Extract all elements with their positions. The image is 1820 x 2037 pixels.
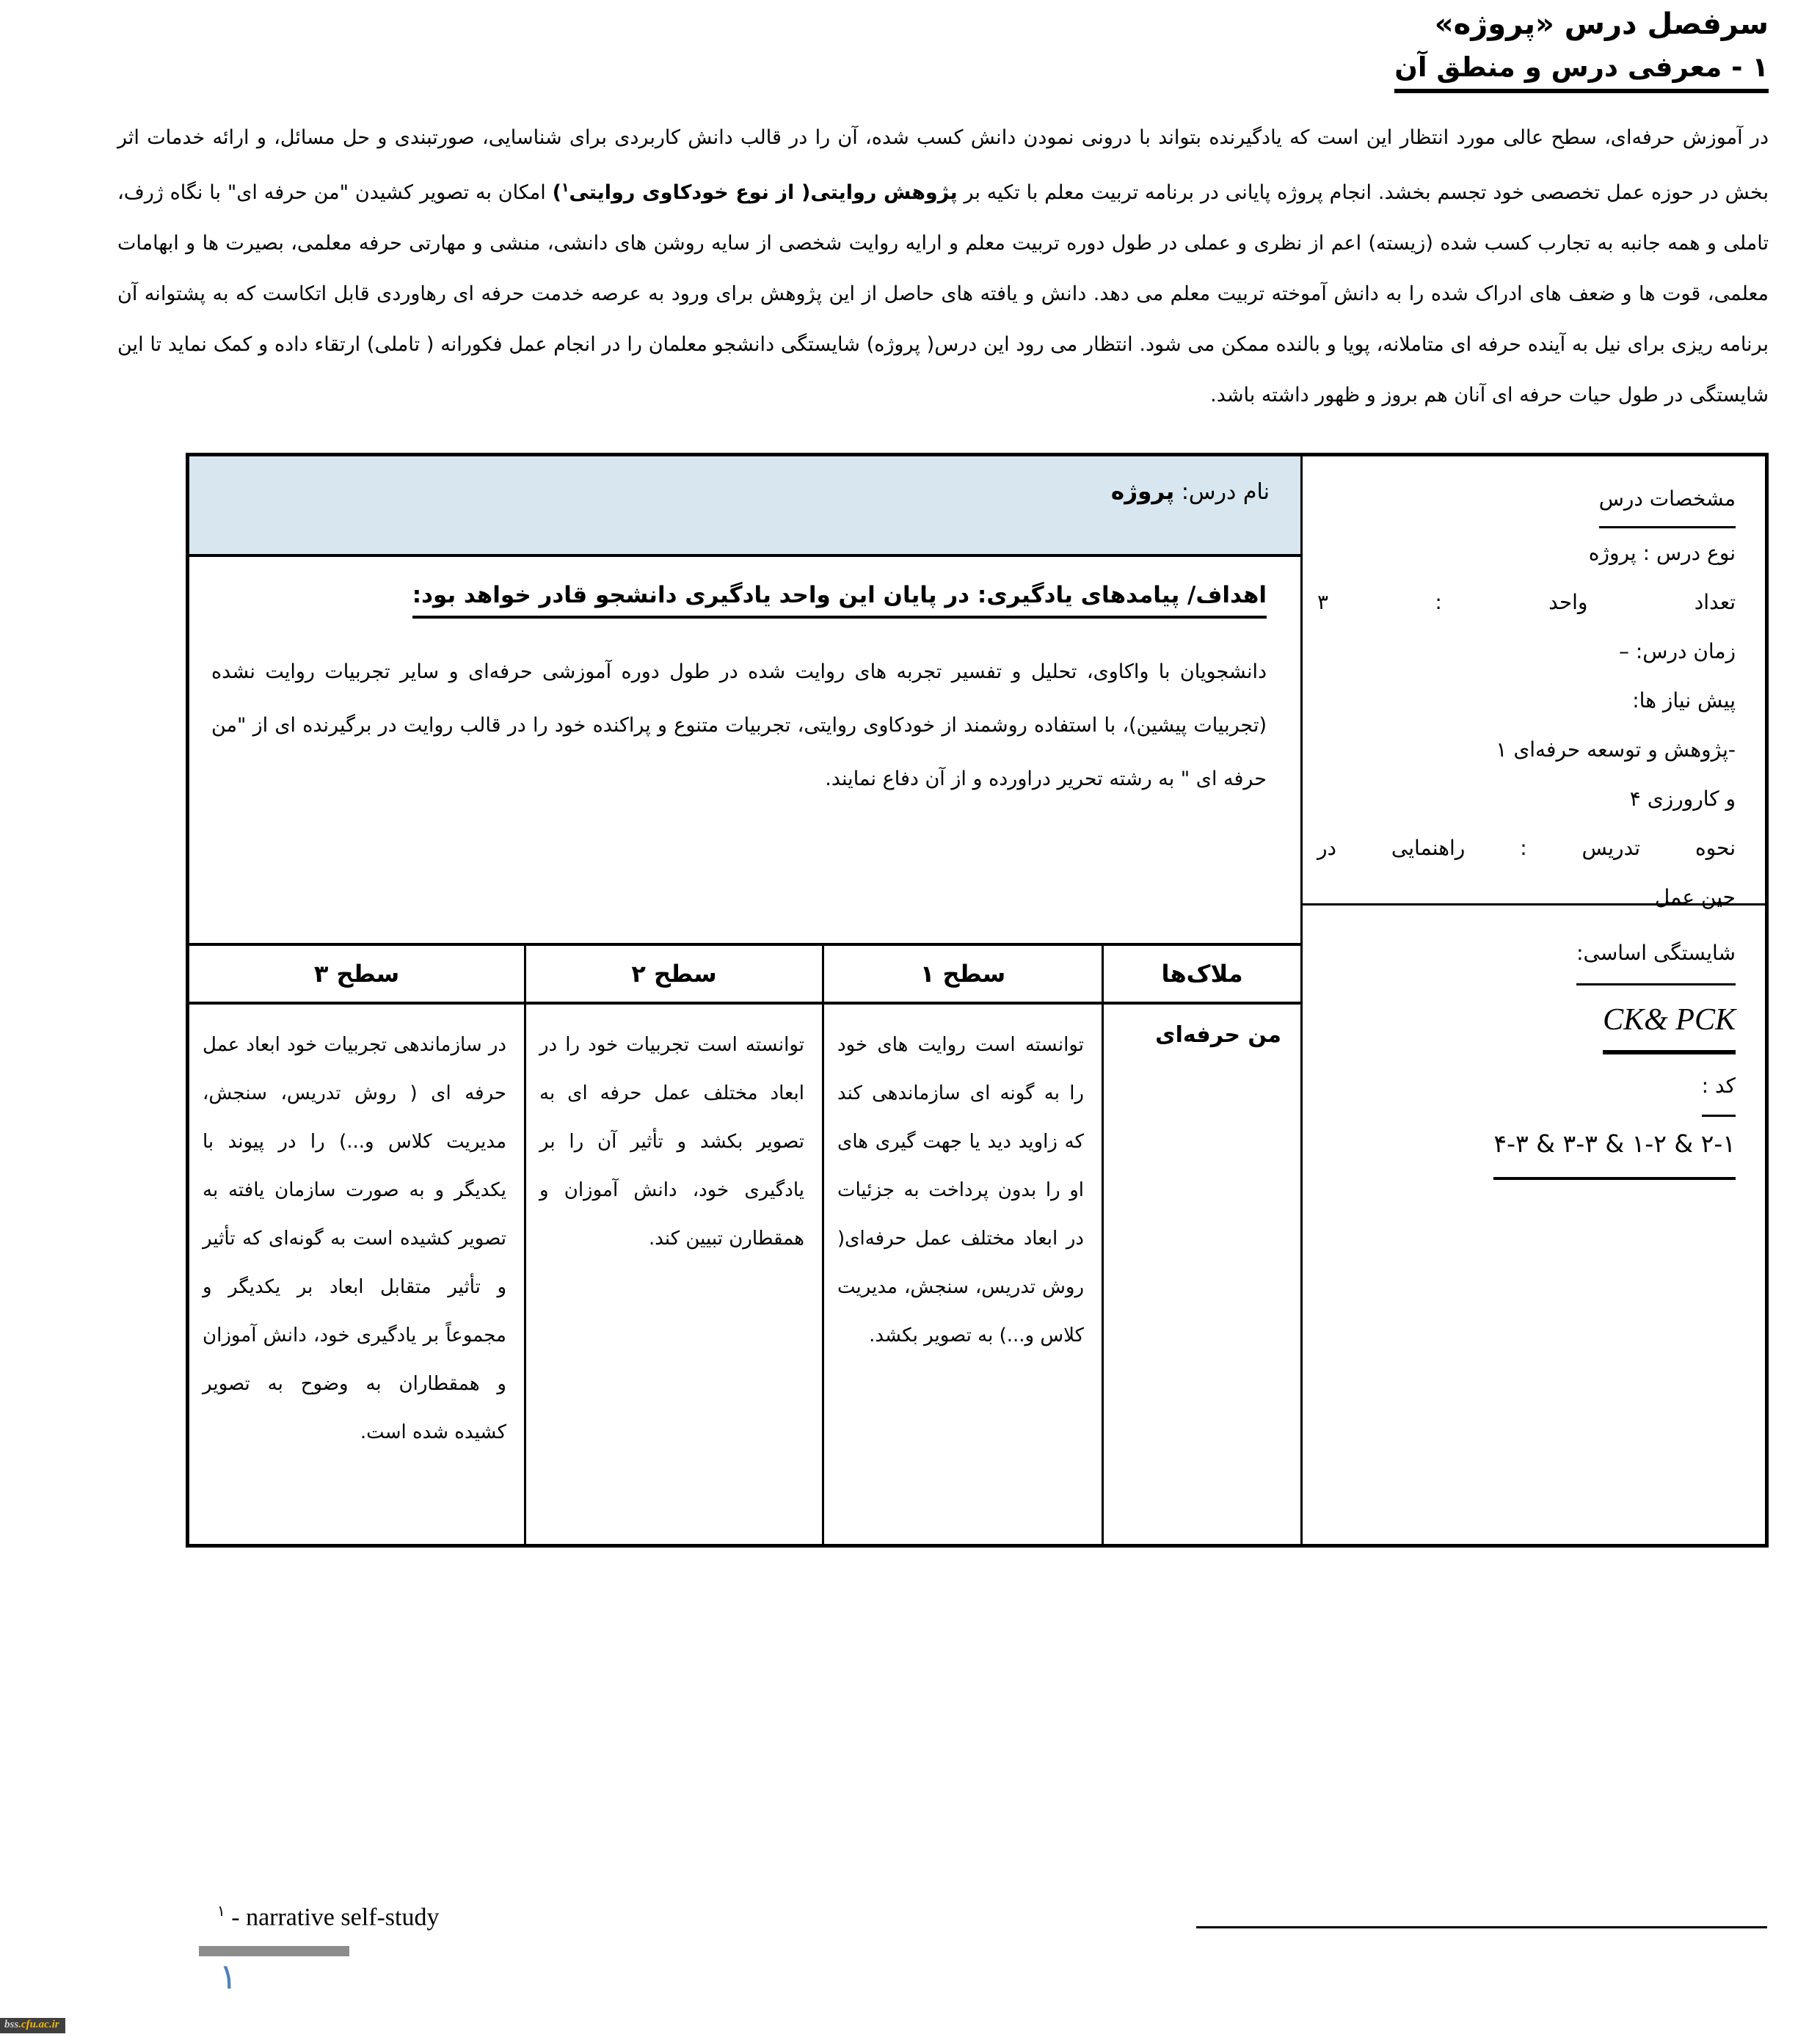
competency-code-label-row <box>1317 1059 1736 1117</box>
course-main-column <box>189 456 1300 1544</box>
course-name-header <box>189 456 1300 557</box>
doc-title: سرفصل درس «پروژه» <box>1434 7 1769 41</box>
objectives-heading <box>211 582 1267 619</box>
section-heading <box>117 51 1769 93</box>
footnote <box>217 1902 439 1931</box>
spec-line-prereq-1: -پژوهش و توسعه حرفه‌ای ۱ <box>1496 737 1736 762</box>
site-watermark <box>0 2018 65 2033</box>
competency-heading <box>1317 926 1736 985</box>
intro-paragraph <box>117 112 1769 420</box>
levels-body-row <box>189 1005 1300 1544</box>
gray-highlight-bar <box>199 1946 349 1956</box>
spec-line-course-type: نوع درس : پروژه <box>1588 541 1736 565</box>
spec-line-teaching-method: نحوه تدریس : راهنمایی در <box>1317 836 1736 860</box>
spec-line-prereq-label: پیش نیاز ها: <box>1632 688 1736 713</box>
header-level-3: سطح ۳ <box>189 946 526 1002</box>
competency-code-label: کد : <box>1702 1059 1736 1117</box>
page-number: ۱ <box>219 1956 238 1997</box>
intro-bold-phrase <box>553 181 958 204</box>
spec-line-time: زمان درس: – <box>1618 639 1736 663</box>
levels-header-row <box>189 946 1300 1005</box>
objectives-cell <box>189 557 1300 946</box>
spec-line-teaching-method-cont: حین عمل <box>1654 885 1736 909</box>
watermark-prefix: bss <box>4 2019 19 2030</box>
spec-line-units: تعداد واحد : ۳ <box>1317 590 1736 614</box>
level-2-description: توانسته است تجربیات خود را در ابعاد مختلف عمل حرفه ای به تصویر بکشد و تأثیر آن را بر یادگیری خود، دانش آموزان و همقطارن تبیین کند. <box>526 1005 824 1544</box>
page-content <box>117 7 1769 1548</box>
footnote-text: - narrative self-study <box>225 1903 440 1931</box>
level-1-description: توانسته است روایت های خود را به گونه ای سازماندهی کند که زاوید دید یا جهت گیری های او را بدون پرداخت به جزئیات در ابعاد مختلف عمل حرفه‌ای( روش تدریس، سنجش، مدیریت کلاس و...) به تصویر بکشد. <box>824 1005 1104 1544</box>
footnote-number: ۱ <box>217 1902 225 1920</box>
specs-heading <box>1317 474 1736 528</box>
intro-part1: در آموزش حرفه‌ای، سطح عالی مورد انتظار این است که یادگیرنده بتواند با درونی نمودن دانش کسب شده، آن را در قالب دانش کاربردی برای شناسایی، صورتبندی و حل مسائل، و ارائه خدمات اثر بخش در حوزه عمل تخصصی خود تجسم بخشد. انجام پروژه پایانی در برنامه تربیت معلم با تکیه بر <box>117 126 1769 204</box>
course-name-label: نام درس: <box>1181 479 1270 505</box>
level-3-description: در سازماندهی تجربیات خود ابعاد عمل حرفه ای ( روش تدریس، سنجش، مدیریت کلاس و...) را در پیوند با یکدیگر و به صورت سازمان یافته به تصویر کشیده است به گونه‌ای که تأثیر و تأثیر متقابل ابعاد بر یکدیگر و مجموعاً بر یادگیری خود، دانش آموزان و همقطاران به وضوح به تصویر کشیده شده است. <box>189 1005 526 1544</box>
footnote-separator-line <box>1196 1926 1767 1928</box>
intro-bold-text: پژوهش روایتی( از نوع خودکاوی روایتی <box>569 181 958 204</box>
header-level-1: سطح ۱ <box>824 946 1104 1002</box>
header-level-2: سطح ۲ <box>526 946 824 1002</box>
core-competency-cell <box>1303 905 1765 1544</box>
course-specs-cell <box>1303 456 1765 909</box>
objectives-text: دانشجویان با واکاوی، تحلیل و تفسیر تجربه های روایت شده در طول دوره آموزشی حرفه‌ای و سایر تجربیات روایت نشده (تجربیات پیشین)، با استفاده روشمند از خودکاوی روایتی، تجربیات متنوع و پراکنده خود را در قالب روایت در برگیرنده ای از "من حرفه ای " به رشته تحریر دراورده و از آن دفاع نمایند. <box>211 660 1267 790</box>
spec-line-prereq-2: و کارورزی ۴ <box>1629 787 1736 811</box>
specs-heading-text: مشخصات درس <box>1599 474 1736 528</box>
footnote-reference-marker: ۱ <box>561 181 569 195</box>
competency-codes-row <box>1317 1117 1736 1180</box>
competency-heading-text: شایستگی اساسی: <box>1576 926 1736 985</box>
course-name-value: پروژه <box>1110 478 1175 505</box>
intro-part2: امکان به تصویر کشیدن "من حرفه ای" با نگاه ژرف، تاملی و همه جانبه به تجارب کسب شده (زیسته) اعم از نظری و عملی در طول دوره تربیت معلم و ارایه روایت شخصی از سایه روشن های دانشی، منشی و مهارتی حرفه معلمی، بصیرت ها و ابهامات معلمی، قوت ها و ضعف های ادراک شده را به دانش آموخته تربیت معلم می دهد. دانش و یافته های حاصل از این پژوهش برای ورود به عرصه خدمت حرفه ای رهاوردی قابل اتکاست که به پشتوانه آن برنامه ریزی برای نیل به آینده حرفه ای متاملانه، پویا و بالنده ممکن می شود. انتظار می رود این درس( پروژه) شایستگی دانشجو معلمان را در انجام عمل فکورانه ( تاملی) ارتقاء داده و کمک نماید تا این شایستگی در طول حیات حرفه ای آنان هم بروز و ظهور داشته باشد. <box>117 181 1769 407</box>
competency-framework <box>1317 993 1736 1054</box>
course-spec-table <box>186 453 1769 1548</box>
objectives-heading-text: اهداف/ پیامدهای یادگیری: در پایان این واحد یادگیری دانشجو قادر خواهد بود: <box>412 582 1267 619</box>
watermark-suffix: .cfu.ac.ir <box>18 2019 59 2030</box>
intro-bold-close: ) <box>552 181 561 204</box>
section-heading-text: ۱ - معرفی درس و منطق آن <box>1394 51 1769 93</box>
criterion-professional-self: من حرفه‌ای <box>1155 1022 1281 1048</box>
competency-framework-text: CK& PCK <box>1603 993 1736 1054</box>
competency-codes: ۲-۱ & ۱-۲ & ۳-۳ & ۴-۳ <box>1493 1117 1736 1180</box>
header-criteria: ملاک‌ها <box>1161 960 1243 988</box>
course-specs-column <box>1300 456 1765 1544</box>
